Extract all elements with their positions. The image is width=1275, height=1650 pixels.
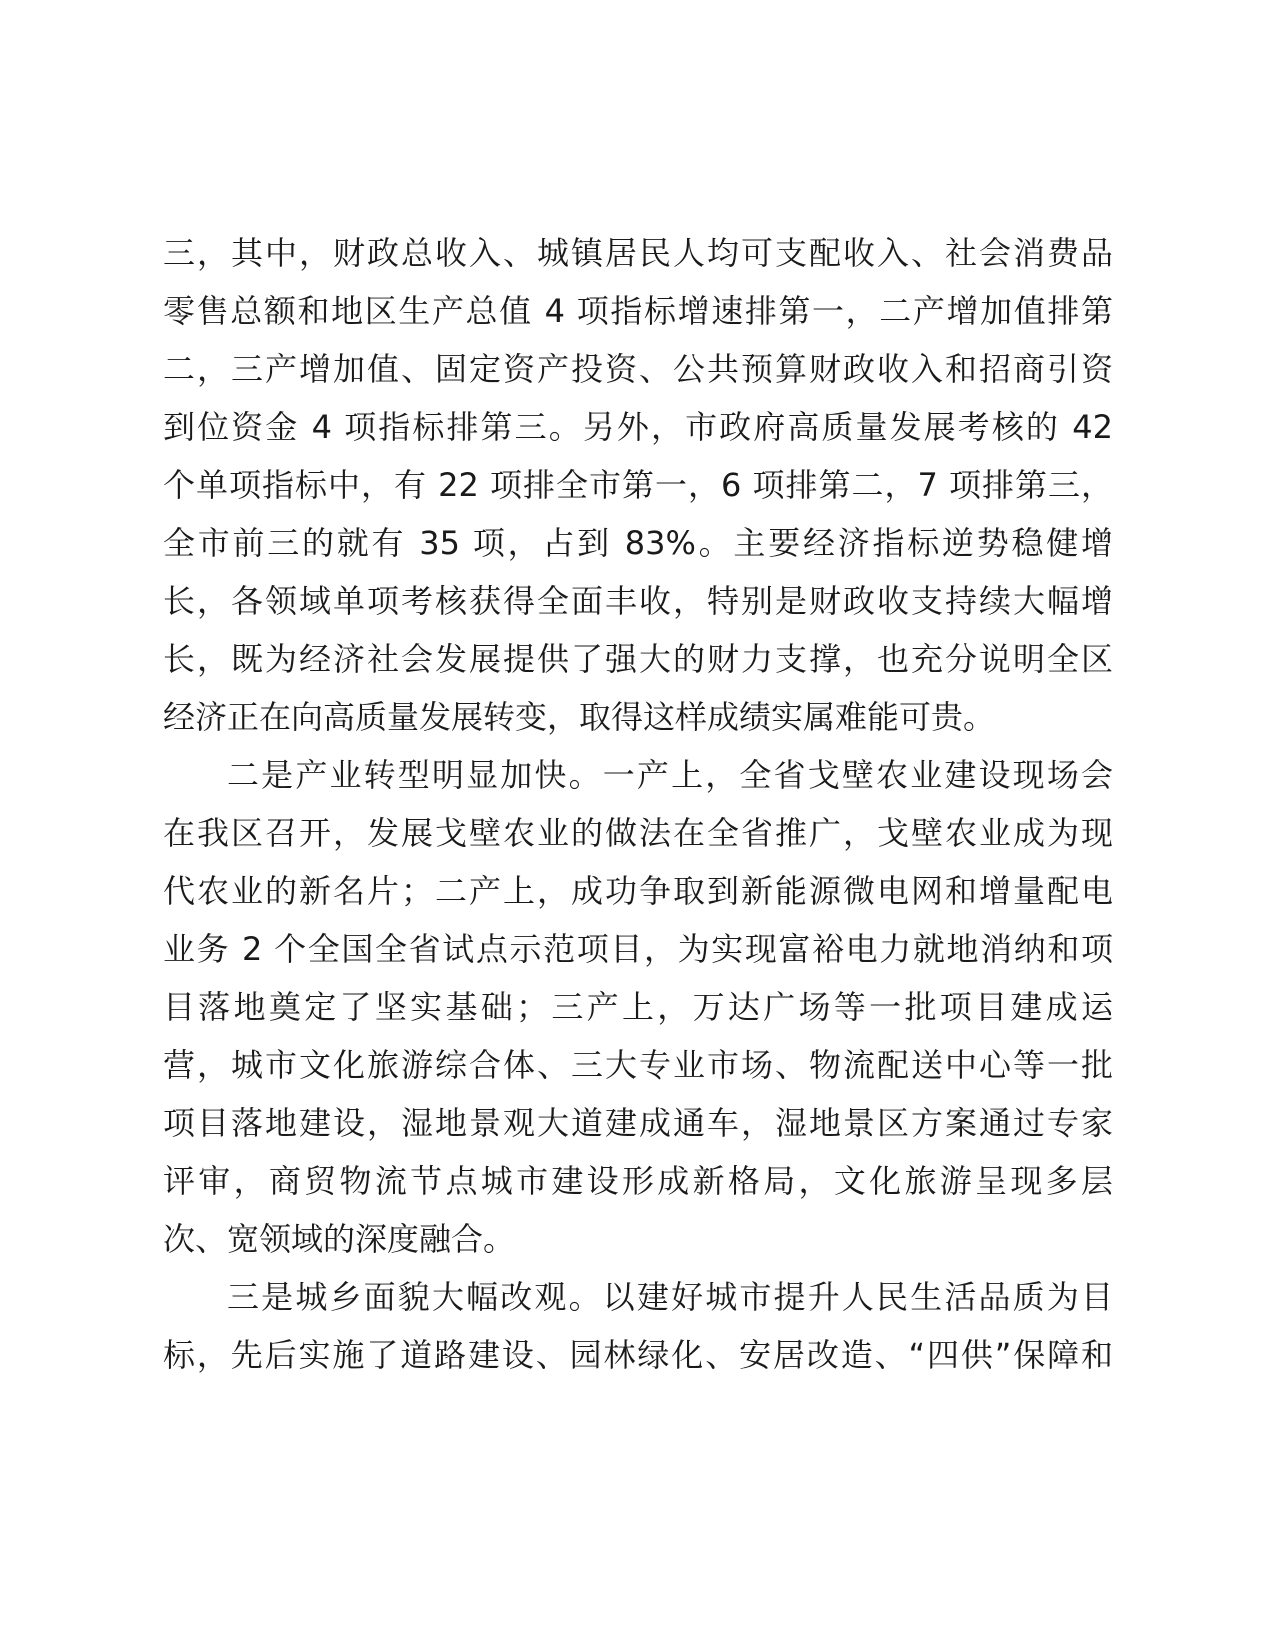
text-line: 三是城乡面貌大幅改观。以建好城市提升人民生活品质为目 [227,1278,1113,1316]
text-line: 长，各领域单项考核获得全面丰收，特别是财政收支持续大幅增 [163,582,1113,620]
text-line: 二是产业转型明显加快。一产上，全省戈壁农业建设现场会 [227,756,1113,794]
paragraph-3 [163,1268,1113,1384]
text-line: 到位资金 4 项指标排第三。另外，市政府高质量发展考核的 42 [163,408,1113,446]
text-line: 代农业的新名片；二产上，成功争取到新能源微电网和增量配电 [163,872,1113,910]
text-line: 长，既为经济社会发展提供了强大的财力支撑，也充分说明全区 [163,640,1113,678]
paragraph-2 [163,746,1113,1268]
text-line: 营，城市文化旅游综合体、三大专业市场、物流配送中心等一批 [163,1046,1113,1084]
text-line: 评审，商贸物流节点城市建设形成新格局，文化旅游呈现多层 [163,1162,1113,1200]
text-line: 目落地奠定了坚实基础；三产上，万达广场等一批项目建成运 [163,988,1113,1026]
text-line: 三，其中，财政总收入、城镇居民人均可支配收入、社会消费品 [163,234,1113,272]
text-line: 零售总额和地区生产总值 4 项指标增速排第一，二产增加值排第 [163,292,1113,330]
text-line: 项目落地建设，湿地景观大道建成通车，湿地景区方案通过专家 [163,1104,1113,1142]
text-line: 经济正在向高质量发展转变，取得这样成绩实属难能可贵。 [163,698,996,736]
text-line: 个单项指标中，有 22 项排全市第一，6 项排第二，7 项排第三， [163,466,1113,504]
text-line: 业务 2 个全国全省试点示范项目，为实现富裕电力就地消纳和项 [163,930,1113,968]
text-line: 在我区召开，发展戈壁农业的做法在全省推广，戈壁农业成为现 [163,814,1113,852]
text-line: 全市前三的就有 35 项，占到 83%。主要经济指标逆势稳健增 [163,524,1113,562]
text-line: 次、宽领域的深度融合。 [163,1220,516,1258]
text-line: 标，先后实施了道路建设、园林绿化、安居改造、“四供”保障和 [163,1336,1113,1374]
paragraph-1 [163,224,1113,746]
text-line: 二，三产增加值、固定资产投资、公共预算财政收入和招商引资 [163,350,1113,388]
document-body [163,224,1113,1384]
